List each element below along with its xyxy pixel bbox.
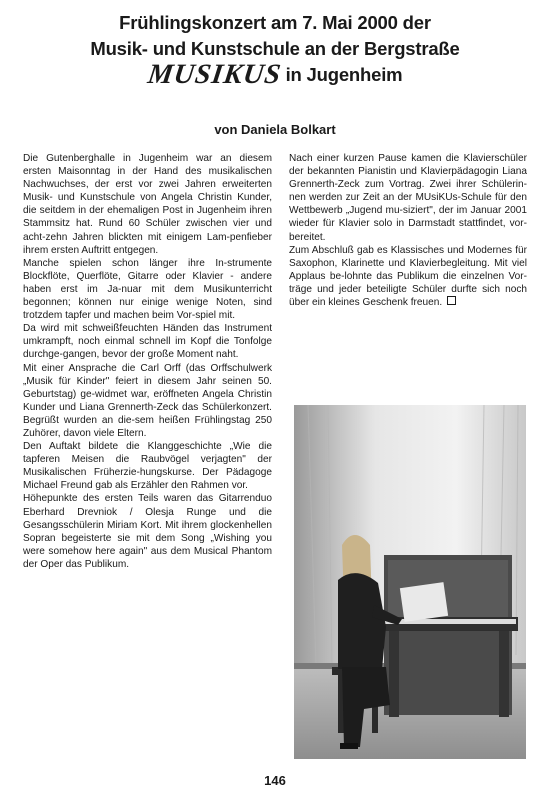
right-column: [289, 152, 527, 309]
musikus-logo: MUSIKUS: [145, 59, 283, 90]
piano-photo: [294, 405, 526, 759]
page-number: 146: [264, 773, 286, 788]
left-column: [23, 152, 272, 571]
paragraph: Manche spielen schon länger ihre In-strumente Blockflöte, Querflöte, Gitarre oder Klavier - andere haben erst im Ja-nuar mit dem Musikunterricht begonnen; können nur einige wenige Noten, sind trotzdem tapfer und machen beim Vor-spiel mit.: [23, 257, 272, 322]
paragraph: Nach einer kurzen Pause kamen die Klavierschüler der bekannten Pianistin und Klavierpädagogin Liana Grennerth-Zeck zum Vortrag. Zwei ihrer Schülerin-nen werden zur Zeit an der MUsiKUs-Schule für den Wettbewerb „Jugend mu-siziert", der im Januar 2001 wieder für Klavier solo in Darmstadt stattfindet, vor-bereitet.: [289, 153, 527, 243]
title-line-2: Musik- und Kunstschule an der Bergstraße: [90, 38, 460, 59]
title-line-1: Frühlingskonzert am 7. Mai 2000 der: [119, 12, 431, 33]
paragraph: Die Gutenberghalle in Jugenheim war an diesem ersten Maisonntag in der Hand des musikalischen Nachwuchses, der erst vor zwei Jahren erweiterten Musik- und Kunstschule von Angela Christin Kunder, die seitdem in der ehemaligen Post in Jugenheim ihren Stammsitz hat. Rund 60 Schüler zwischen vier und acht-zehn Jahren blickten mit einigem Lam-penfieber ihrem ersten Auftritt entgegen.: [23, 153, 272, 256]
title-line-3: [20, 59, 530, 90]
end-of-article-icon: [447, 296, 456, 305]
paragraph: Den Auftakt bildete die Klanggeschichte „Wie die tapferen Meisen die Raubvögel verjagten" der Musikalischen Früherzie-hungskurse. Der Pädagoge Michael Freund gab als Erzähler den Rahmen vor.: [23, 441, 272, 492]
title-location: in Jugenheim: [285, 64, 403, 85]
article-title: [20, 10, 530, 88]
paragraph-text: Zum Abschluß gab es Klassisches und Modernes für Saxophon, Klarinette und Klavierbegleitung. Mit viel Applaus be-lohnte das Publikum die einzelnen Vor-träge und jeder beteiligte Schüler durfte sich noch über ein kleines Geschenk freuen.: [289, 244, 527, 309]
paragraph: Höhepunkte des ersten Teils waren das Gitarrenduo Eberhard Drevniok / Olesja Runge und die Gesangsschülerin Miriam Kort. Mit ihrem glockenhellen Sopran begeisterte sie mit dem Song „Wishing you were somehow here again" aus dem Musical Phantom der Oper das Publikum.: [23, 493, 272, 570]
paragraph: Mit einer Ansprache die Carl Orff (das Orffschulwerk „Musik für Kinder" feiert in diesem Jahr seinen 50. Geburtstag) ge-widmet war, eröffneten Angela Christin Kunder und Liana Grennerth-Zeck das Schülerkonzert. Begrüßt wurden an die-sem heißen Frühlingstag 250 Zuhörer, davon viele Eltern.: [23, 362, 272, 439]
paragraph-last: [289, 244, 527, 309]
paragraph: Da wird mit schweißfeuchten Händen das Instrument umkrampft, noch einmal schnell im Kopf die Tonfolge durchge-gangen, bevor der große Moment naht.: [23, 323, 272, 361]
article-author: von Daniela Bolkart: [214, 122, 336, 137]
